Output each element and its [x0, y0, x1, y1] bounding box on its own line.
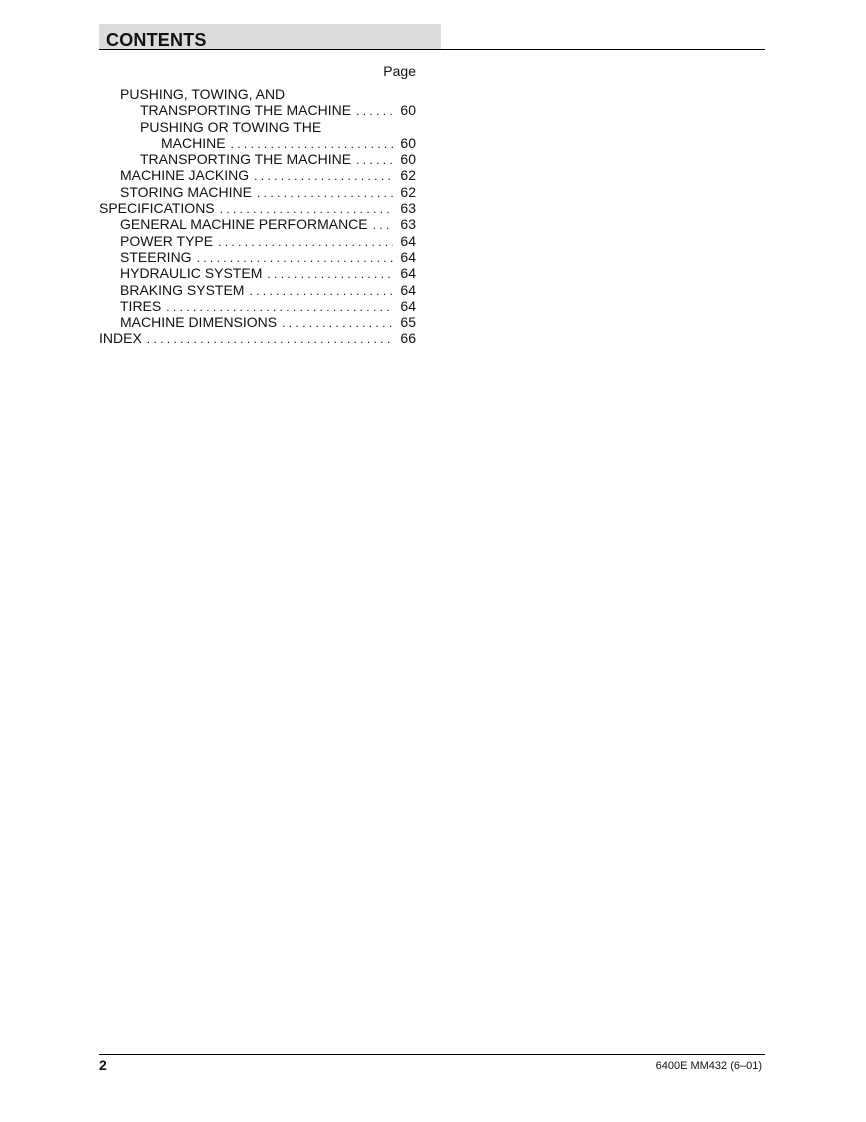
- toc-entry-title: MACHINE: [161, 134, 226, 151]
- toc-entry[interactable]: [99, 330, 416, 346]
- toc-entries: [99, 86, 416, 347]
- toc-entry-title: MACHINE DIMENSIONS: [120, 314, 278, 331]
- toc-entry-title: TRANSPORTING THE MACHINE: [140, 102, 352, 119]
- toc-entry-page: 60: [400, 151, 416, 168]
- toc-entry[interactable]: [99, 119, 416, 135]
- toc-entry-title: PUSHING OR TOWING THE: [140, 118, 322, 135]
- toc-entry-page: 64: [400, 297, 416, 314]
- toc-entry[interactable]: [99, 233, 416, 249]
- toc-entry-page: 64: [400, 281, 416, 298]
- toc-entry-page: 64: [400, 248, 416, 265]
- toc-entry-page: 62: [400, 183, 416, 200]
- toc-entry-title: HYDRAULIC SYSTEM: [120, 265, 263, 282]
- toc-entry-page: 64: [400, 265, 416, 282]
- toc-entry-page: 63: [400, 200, 416, 217]
- toc-entry-title: MACHINE JACKING: [120, 167, 250, 184]
- toc-dot-leader: [267, 266, 393, 282]
- toc-entry-title: TRANSPORTING THE MACHINE: [140, 151, 352, 168]
- toc-entry[interactable]: [99, 167, 416, 183]
- toc-entry-title: TIRES: [120, 297, 162, 314]
- footer-page-number: 2: [99, 1057, 107, 1073]
- page-title: CONTENTS: [106, 30, 207, 50]
- toc-dot-leader: [249, 283, 393, 299]
- toc-entry[interactable]: [99, 151, 416, 167]
- toc-entry-title: BRAKING SYSTEM: [120, 281, 245, 298]
- toc-dot-leader: [197, 250, 393, 266]
- toc-entry[interactable]: [99, 102, 416, 118]
- toc-entry-page: 66: [400, 330, 416, 347]
- toc-entry[interactable]: [99, 314, 416, 330]
- toc-dot-leader: [218, 234, 393, 250]
- toc-entry-title: PUSHING, TOWING, AND: [120, 86, 286, 102]
- toc-entry[interactable]: [99, 282, 416, 298]
- toc-entry-page: 65: [400, 314, 416, 331]
- toc-dot-leader: [282, 315, 393, 331]
- toc-dot-leader: [356, 103, 393, 119]
- table-of-contents: [99, 62, 416, 347]
- header-divider: [99, 49, 765, 50]
- toc-dot-leader: [147, 331, 393, 347]
- toc-entry-page: 62: [400, 167, 416, 184]
- toc-entry[interactable]: [99, 86, 416, 102]
- toc-entry-title: POWER TYPE: [120, 232, 214, 249]
- toc-entry[interactable]: [99, 216, 416, 232]
- toc-entry[interactable]: [99, 265, 416, 281]
- footer-divider: [99, 1054, 765, 1055]
- toc-entry-page: 60: [400, 134, 416, 151]
- toc-entry-title: STEERING: [120, 248, 192, 265]
- toc-entry[interactable]: [99, 298, 416, 314]
- toc-dot-leader: [373, 217, 393, 233]
- toc-entry-page: 63: [400, 216, 416, 233]
- toc-entry[interactable]: [99, 249, 416, 265]
- toc-entry[interactable]: [99, 184, 416, 200]
- toc-dot-leader: [257, 185, 393, 201]
- toc-dot-leader: [231, 136, 393, 152]
- toc-entry-title: INDEX: [99, 330, 142, 347]
- footer-document-id: 6400E MM432 (6–01): [655, 1060, 762, 1072]
- toc-entry-page: 64: [400, 232, 416, 249]
- toc-entry-title: GENERAL MACHINE PERFORMANCE: [120, 216, 368, 233]
- toc-entry-title: SPECIFICATIONS: [99, 200, 215, 217]
- toc-page-column-label: Page: [383, 63, 416, 79]
- toc-dot-leader: [166, 299, 393, 315]
- toc-entry-title: STORING MACHINE: [120, 183, 252, 200]
- toc-entry[interactable]: [99, 200, 416, 216]
- toc-dot-leader: [254, 168, 393, 184]
- toc-dot-leader: [220, 201, 393, 217]
- toc-dot-leader: [356, 152, 393, 168]
- toc-entry[interactable]: [99, 135, 416, 151]
- toc-entry-page: 60: [400, 102, 416, 119]
